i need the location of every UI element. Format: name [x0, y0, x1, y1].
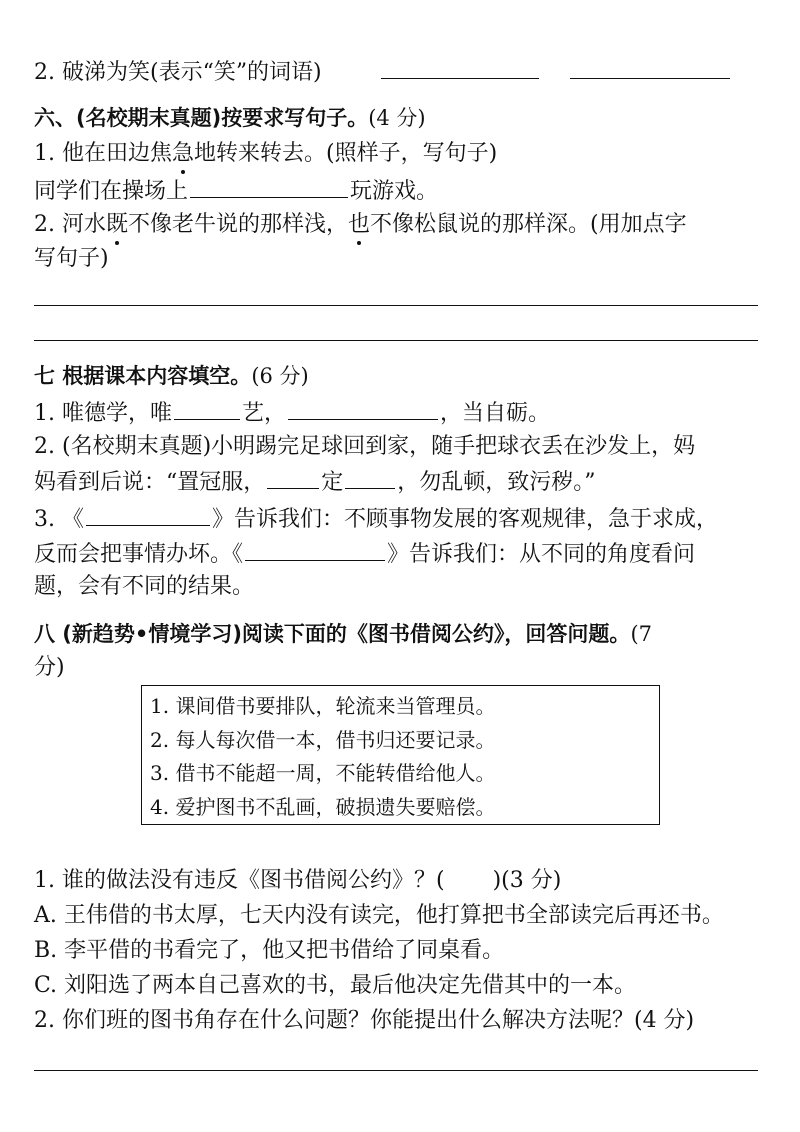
dotted-word: 既 — [106, 210, 128, 240]
dotted-word: 焦急地 — [150, 139, 216, 169]
answer-blank[interactable] — [86, 503, 210, 526]
question-7-2-cont: 妈看到后说：“置冠服， 定 ，勿乱顿，致污秽。” — [34, 466, 770, 498]
answer-blank[interactable] — [288, 397, 438, 420]
rule-item: 2. 每人每次借一本，借书归还要记录。 — [150, 727, 496, 752]
question-7-1: 1. 唯德学，唯 艺， ，当自砺。 — [34, 397, 770, 429]
answer-blank[interactable] — [245, 538, 385, 561]
question-7-3-cont: 反而会把事情办坏。《 》告诉我们：从不同的角度看问 — [34, 538, 770, 570]
dotted-word: 也 — [348, 210, 370, 240]
question-6-1-answer: 同学们在操场上 玩游戏。 — [34, 175, 770, 207]
section-8-heading: 八 (新趋势•情境学习)阅读下面的《图书借阅公约》，回答问题。(7 — [34, 622, 652, 646]
rule-item: 1. 课间借书要排队，轮流来当管理员。 — [150, 694, 496, 718]
answer-blank[interactable] — [345, 466, 395, 489]
answer-line[interactable] — [34, 1070, 758, 1071]
question-text: 2. 破涕为笑(表示“笑”的词语) — [34, 60, 322, 85]
answer-blank[interactable] — [190, 175, 348, 198]
question-7-3: 3. 《 》告诉我们：不顾事物发展的客观规律，急于求成， — [34, 503, 770, 535]
question-5-2 — [34, 56, 770, 88]
library-rules-box — [141, 685, 660, 825]
rule-item: 4. 爱护图书不乱画，破损遗失要赔偿。 — [150, 794, 496, 819]
option-a: A. 王伟借的书太厚，七天内没有读完，他打算把书全部读完后再还书。 — [34, 903, 724, 928]
score: (4 分) — [368, 106, 426, 130]
answer-blank[interactable] — [381, 56, 539, 79]
rule-item: 3. 借书不能超一周，不能转借给他人。 — [150, 761, 496, 785]
question-6-2: 2. 河水既不像老牛说的那样浅，也不像松鼠说的那样深。(用加点字 — [34, 210, 770, 240]
option-c: C. 刘阳选了两本自己喜欢的书，最后他决定先借其中的一本。 — [34, 973, 637, 998]
answer-blank[interactable] — [570, 56, 730, 79]
section-7-heading: 七 根据课本内容填空。(6 分) — [34, 364, 309, 388]
answer-blank[interactable] — [174, 397, 240, 420]
section-6-heading: 六、(名校期末真题)按要求写句子。(4 分) — [34, 106, 426, 130]
answer-line[interactable] — [34, 340, 758, 341]
question-7-3-cont2: 题，会有不同的结果。 — [34, 574, 255, 599]
question-6-2-cont: 写句子) — [34, 246, 109, 271]
option-b: B. 李平借的书看完了，他又把书借给了同桌看。 — [34, 938, 505, 963]
question-7-2: 2. (名校期末真题)小明踢完足球回到家，随手把球衣丢在沙发上，妈 — [34, 434, 696, 459]
section-8-score-cont: 分) — [34, 655, 65, 680]
question-8-1: 1. 谁的做法没有违反《图书借阅公约》？( )(3 分) — [34, 868, 562, 893]
answer-blank[interactable] — [267, 466, 319, 489]
answer-line[interactable] — [34, 305, 758, 306]
score: (7 — [630, 622, 652, 646]
score: (6 分) — [251, 364, 309, 388]
question-6-1: 1. 他在田边焦急地转来转去。(照样子，写句子) — [34, 139, 770, 169]
question-8-2: 2. 你们班的图书角存在什么问题？你能提出什么解决方法呢？(4 分) — [34, 1008, 695, 1033]
